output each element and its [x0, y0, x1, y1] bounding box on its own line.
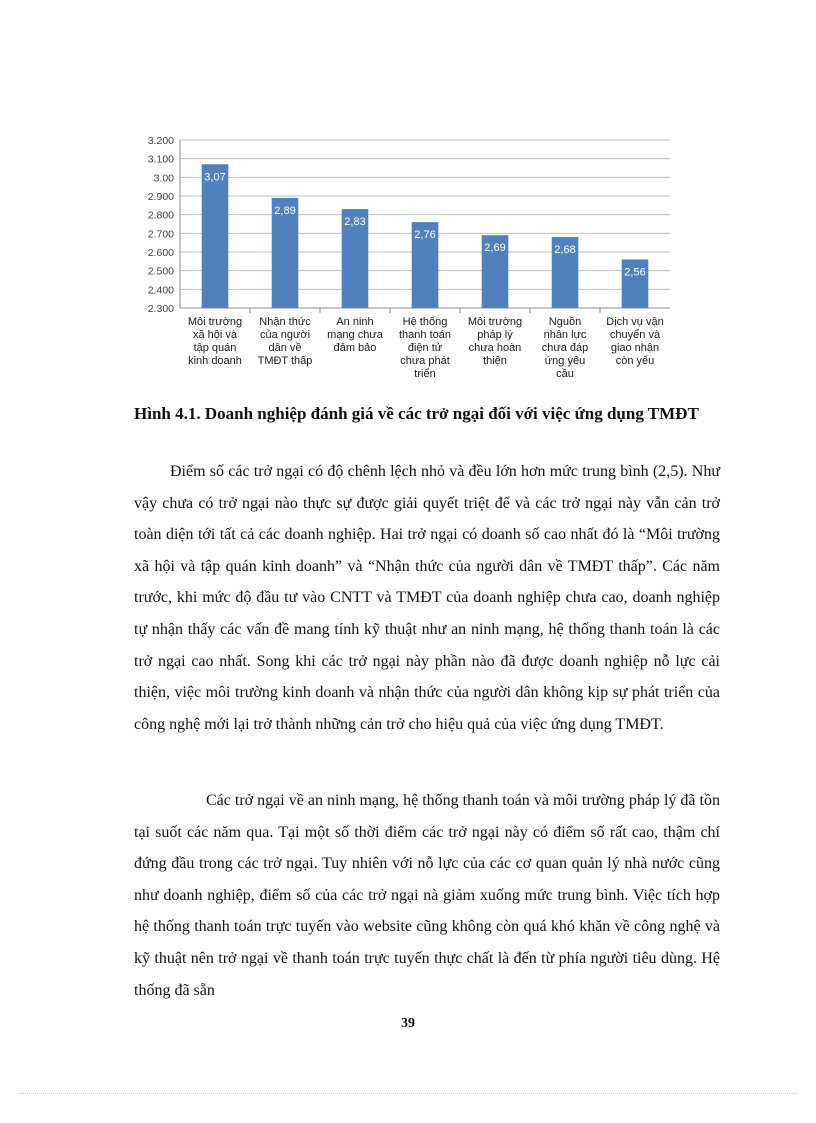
figure-caption: Hình 4.1. Doanh nghiệp đánh giá về các trở ngại đối với việc ứng dụng TMĐT: [134, 404, 699, 423]
y-tick-label: 2.800: [147, 209, 174, 222]
bar-data-label: 3,07: [204, 171, 226, 184]
page-border: [20, 1093, 796, 1094]
bar-data-label: 2,69: [484, 242, 506, 255]
page-number: 39: [401, 1016, 415, 1031]
bar-data-label: 2,56: [624, 266, 646, 279]
bar-data-label: 2,89: [274, 204, 296, 217]
y-tick-label: 2.400: [147, 284, 174, 297]
x-tick-label: An ninh mạng chưa đảm bảo: [327, 316, 383, 354]
bar-data-label: 2,83: [344, 216, 366, 229]
x-tick-label: Môi trường pháp lý chưa hoàn thiện: [467, 316, 523, 367]
paragraph-1: Điểm số các trở ngại có độ chênh lệch nhỏ và đều lớn hơn mức trung bình (2,5). Như vậy chưa có trở ngại nào thực sự được giải quyết triệt để và các trở ngại này vẫn cản trở toàn diện tới tất cả các doanh nghiệp. Hai trở ngại có doanh số cao nhất đó là “Môi trường xã hội và tập quán kinh doanh” và “Nhận thức của người dân về TMĐT thấp”. Các năm trước, khi mức độ đầu tư vào CNTT và TMĐT của doanh nghiệp chưa cao, doanh nghiệp tự nhận thấy các vấn đề mang tính kỹ thuật như an ninh mạng, hệ thống thanh toán là các trở ngại cao nhất. Song khi các trở ngại này phần nào đã được doanh nghiệp nỗ lực cải thiện, việc môi trường kinh doanh và nhận thức của người dân không kịp sự phát triển của công nghệ mới lại trở thành những cản trở cho hiệu quả của việc ứng dụng TMĐT.: [134, 463, 720, 733]
x-tick-label: Dịch vụ vận chuyển và giao nhận còn yếu: [606, 316, 664, 367]
y-tick-label: 2.900: [147, 191, 174, 203]
y-tick-label: 2.500: [147, 265, 174, 278]
bar-data-label: 2,68: [554, 244, 576, 257]
x-tick-label: Hệ thống thanh toán điện tử chưa phát triển: [399, 316, 451, 380]
paragraph-2: Các trở ngại về an ninh mạng, hệ thống thanh toán và môi trường pháp lý đã tồn tại suốt các năm qua. Tại một số thời điểm các trở ngại này có điểm số rất cao, thậm chí đứng đầu trong các trở ngại. Tuy nhiên với nỗ lực của các cơ quan quản lý nhà nước cũng như doanh nghiệp, điểm số của các trở ngại nà giảm xuống mức trung bình. Việc tích hợp hệ thống thanh toán trực tuyến vào website cũng không còn quá khó khăn về công nghệ và kỹ thuật nên trở ngại về thanh toán trực tuyến thực chất là đến từ phía người tiêu dùng. Hệ thống đã sẵn: [134, 792, 720, 999]
y-tick-label: 3.100: [147, 153, 174, 166]
bar-data-label: 2,76: [414, 229, 436, 242]
y-tick-label: 2.600: [147, 247, 174, 259]
x-tick-label: Môi trường xã hội và tập quán kinh doanh: [187, 316, 243, 367]
y-tick-label: 3.200: [147, 135, 174, 147]
x-tick-label: Nguồn nhân lực chưa đáp ứng yêu cầu: [541, 316, 589, 380]
bar: [202, 164, 229, 308]
y-tick-label: 3.00: [153, 172, 174, 185]
bar-chart: [130, 128, 690, 388]
x-tick-label: Nhận thức của người dân về TMĐT thấp: [257, 316, 313, 367]
y-tick-label: 2.700: [147, 228, 174, 241]
y-tick-label: 2.300: [147, 303, 174, 315]
